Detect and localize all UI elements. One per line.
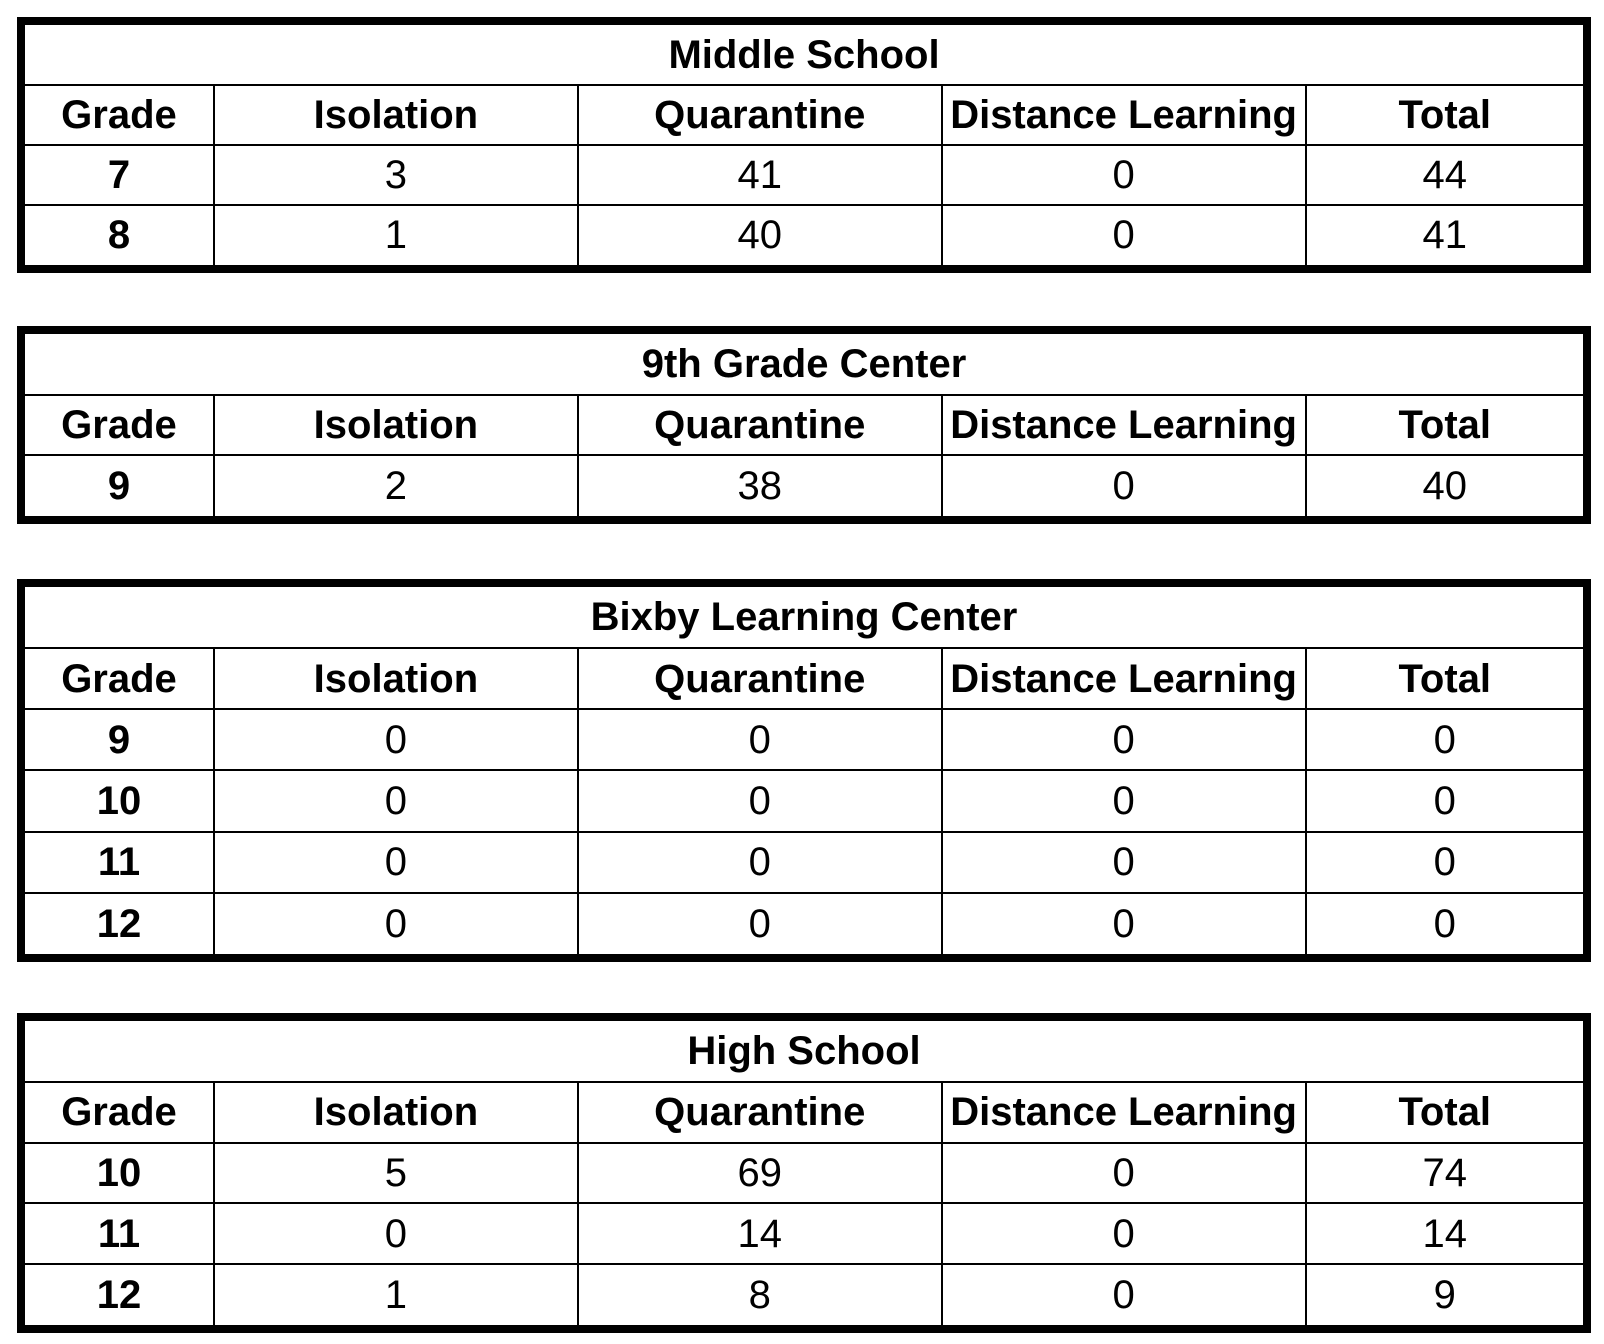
grade-header: Grade: [21, 648, 214, 709]
header-row: [21, 1082, 1587, 1143]
header-row: [21, 395, 1587, 455]
table-row: [21, 893, 1587, 958]
isolation-cell: 1: [214, 205, 578, 269]
quarantine-cell: 38: [578, 455, 942, 520]
distance-learning-cell: 0: [942, 770, 1306, 831]
quarantine-cell: 0: [578, 893, 942, 958]
quarantine-cell: 69: [578, 1143, 942, 1204]
middle-school-table: [17, 17, 1591, 273]
table-row: [21, 1203, 1587, 1264]
total-header: Total: [1306, 85, 1588, 145]
grade-cell: 12: [21, 1264, 214, 1329]
isolation-header: Isolation: [214, 648, 578, 709]
isolation-header: Isolation: [214, 1082, 578, 1143]
distance-learning-cell: 0: [942, 205, 1306, 269]
table-row: [21, 205, 1587, 269]
bixby-learning-center-table: [17, 579, 1591, 962]
grade-cell: 11: [21, 832, 214, 893]
quarantine-header: Quarantine: [578, 395, 942, 455]
total-cell: 74: [1306, 1143, 1587, 1204]
grade-cell: 10: [21, 1143, 214, 1204]
isolation-cell: 1: [214, 1264, 578, 1329]
grade-cell: 10: [21, 770, 214, 831]
distance-learning-cell: 0: [942, 832, 1306, 893]
header-row: [21, 648, 1587, 709]
isolation-cell: 3: [214, 145, 578, 205]
distance-learning-cell: 0: [942, 1264, 1306, 1329]
total-cell: 44: [1306, 145, 1588, 205]
distance-learning-header: Distance Learning: [942, 648, 1306, 709]
table-row: [21, 455, 1587, 520]
table-title: High School: [21, 1017, 1587, 1082]
isolation-header: Isolation: [214, 395, 578, 455]
total-cell: 40: [1306, 455, 1588, 520]
total-cell: 0: [1306, 832, 1587, 893]
total-cell: 41: [1306, 205, 1588, 269]
total-header: Total: [1306, 648, 1587, 709]
grade-cell: 9: [21, 455, 214, 520]
quarantine-cell: 41: [578, 145, 942, 205]
grade-header: Grade: [21, 395, 214, 455]
quarantine-header: Quarantine: [578, 1082, 942, 1143]
grade-header: Grade: [21, 1082, 214, 1143]
grade-header: Grade: [21, 85, 214, 145]
quarantine-cell: 0: [578, 709, 942, 770]
quarantine-header: Quarantine: [578, 85, 942, 145]
table-row: [21, 770, 1587, 831]
total-cell: 0: [1306, 770, 1587, 831]
grade-cell: 11: [21, 1203, 214, 1264]
distance-learning-cell: 0: [942, 1203, 1306, 1264]
quarantine-header: Quarantine: [578, 648, 942, 709]
table-title: Bixby Learning Center: [21, 583, 1587, 648]
total-cell: 14: [1306, 1203, 1587, 1264]
grade-cell: 7: [21, 145, 214, 205]
total-cell: 0: [1306, 709, 1587, 770]
isolation-cell: 0: [214, 832, 578, 893]
isolation-header: Isolation: [214, 85, 578, 145]
quarantine-cell: 8: [578, 1264, 942, 1329]
distance-learning-cell: 0: [942, 893, 1306, 958]
grade-cell: 8: [21, 205, 214, 269]
distance-learning-cell: 0: [942, 145, 1306, 205]
total-header: Total: [1306, 395, 1588, 455]
quarantine-cell: 14: [578, 1203, 942, 1264]
distance-learning-cell: 0: [942, 455, 1306, 520]
table-row: [21, 832, 1587, 893]
header-row: [21, 85, 1587, 145]
total-cell: 9: [1306, 1264, 1587, 1329]
table-title: 9th Grade Center: [21, 330, 1587, 395]
ninth-grade-center-table: [17, 326, 1591, 524]
distance-learning-cell: 0: [942, 709, 1306, 770]
distance-learning-header: Distance Learning: [942, 395, 1306, 455]
quarantine-cell: 0: [578, 770, 942, 831]
total-cell: 0: [1306, 893, 1587, 958]
total-header: Total: [1306, 1082, 1587, 1143]
quarantine-cell: 40: [578, 205, 942, 269]
table-row: [21, 1143, 1587, 1204]
isolation-cell: 0: [214, 770, 578, 831]
grade-cell: 12: [21, 893, 214, 958]
isolation-cell: 0: [214, 893, 578, 958]
quarantine-cell: 0: [578, 832, 942, 893]
distance-learning-cell: 0: [942, 1143, 1306, 1204]
isolation-cell: 0: [214, 709, 578, 770]
distance-learning-header: Distance Learning: [942, 85, 1306, 145]
table-row: [21, 145, 1587, 205]
table-row: [21, 1264, 1587, 1329]
distance-learning-header: Distance Learning: [942, 1082, 1306, 1143]
isolation-cell: 0: [214, 1203, 578, 1264]
table-row: [21, 709, 1587, 770]
isolation-cell: 2: [214, 455, 578, 520]
isolation-cell: 5: [214, 1143, 578, 1204]
grade-cell: 9: [21, 709, 214, 770]
table-title: Middle School: [21, 21, 1587, 85]
high-school-table: [17, 1013, 1591, 1333]
